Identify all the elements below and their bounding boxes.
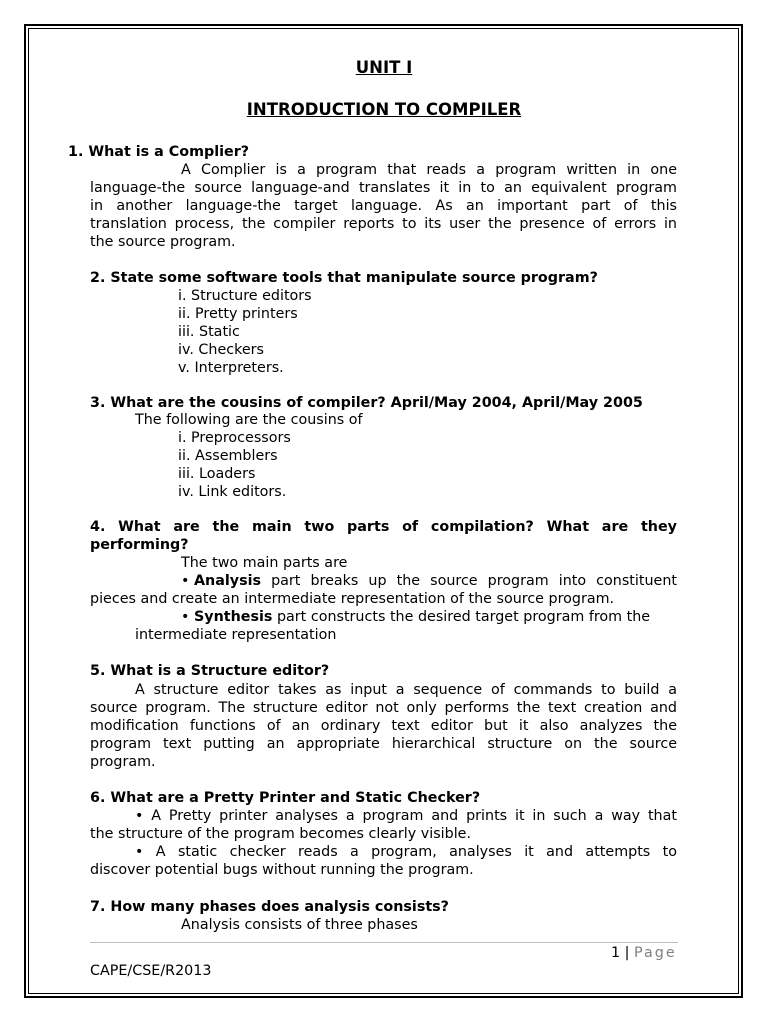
- list-item: i. Structure editors: [178, 288, 312, 304]
- question-3: 3. What are the cousins of compiler? April/May 2004, April/May 2005: [90, 395, 643, 411]
- analysis-term: Analysis: [193, 573, 262, 589]
- synthesis-term: Synthesis: [193, 609, 273, 625]
- list-item: iii. Loaders: [178, 466, 256, 482]
- footer-divider: [90, 942, 678, 943]
- question-4-line: performing?: [90, 537, 189, 553]
- answer-1-line: A Complier is a program that reads a program written in one: [181, 162, 677, 178]
- page-label: Page: [634, 945, 677, 961]
- synthesis-point: [181, 608, 677, 626]
- question-6: 6. What are a Pretty Printer and Static Checker?: [90, 790, 481, 806]
- answer-5-line: program.: [90, 754, 156, 770]
- answer-5-line: modification functions of an ordinary text editor but it also analyzes the: [90, 718, 677, 734]
- answer-1-line: language-the source language-and translates it in to an equivalent program: [90, 180, 677, 196]
- analysis-continuation: pieces and create an intermediate representation of the source program.: [90, 591, 615, 607]
- synthesis-text: part constructs the desired target program from the: [272, 609, 651, 625]
- page-number: 1: [611, 945, 621, 961]
- answer-1-line: in another language-the target language. As an important part of this: [90, 198, 677, 214]
- question-1: 1. What is a Complier?: [68, 144, 250, 160]
- answer-6-line: • A Pretty printer analyses a program and prints it in such a way that: [135, 808, 677, 824]
- list-item: ii. Assemblers: [178, 448, 278, 464]
- list-item: iv. Checkers: [178, 342, 265, 358]
- list-item: v. Interpreters.: [178, 360, 284, 376]
- analysis-point: [181, 572, 677, 590]
- unit-title: UNIT I: [355, 58, 413, 77]
- page-indicator: [611, 944, 677, 962]
- answer-6-line: the structure of the program becomes clearly visible.: [90, 826, 472, 842]
- question-7: 7. How many phases does analysis consists?: [90, 899, 449, 915]
- answer-1-line: the source program.: [90, 234, 236, 250]
- bullet: •: [181, 573, 190, 589]
- answer-5-line: program text putting an appropriate hierarchical structure on the source: [90, 736, 677, 752]
- list-item: ii. Pretty printers: [178, 306, 298, 322]
- answer-7: Analysis consists of three phases: [181, 917, 418, 933]
- synthesis-continuation: intermediate representation: [135, 627, 337, 643]
- analysis-text: part breaks up the source program into constituent: [261, 573, 677, 589]
- answer-5-line: A structure editor takes as input a sequence of commands to build a: [135, 682, 677, 698]
- question-4-line: 4. What are the main two parts of compilation? What are they: [90, 519, 677, 535]
- page-separator: |: [624, 945, 630, 961]
- list-item: i. Preprocessors: [178, 430, 291, 446]
- question-2: 2. State some software tools that manipulate source program?: [90, 270, 598, 286]
- bullet: •: [181, 609, 190, 625]
- list-item: iv. Link editors.: [178, 484, 287, 500]
- answer-6-line: discover potential bugs without running the program.: [90, 862, 474, 878]
- answer-3-intro: The following are the cousins of: [135, 412, 363, 428]
- answer-6-line: • A static checker reads a program, analyses it and attempts to: [135, 844, 677, 860]
- question-5: 5. What is a Structure editor?: [90, 663, 330, 679]
- answer-5-line: source program. The structure editor not only performs the text creation and: [90, 700, 677, 716]
- chapter-title: INTRODUCTION TO COMPILER: [246, 100, 522, 119]
- answer-4-intro: The two main parts are: [181, 555, 348, 571]
- answer-1-line: translation process, the compiler reports to its user the presence of errors in: [90, 216, 677, 232]
- document-code: CAPE/CSE/R2013: [90, 963, 212, 979]
- list-item: iii. Static: [178, 324, 240, 340]
